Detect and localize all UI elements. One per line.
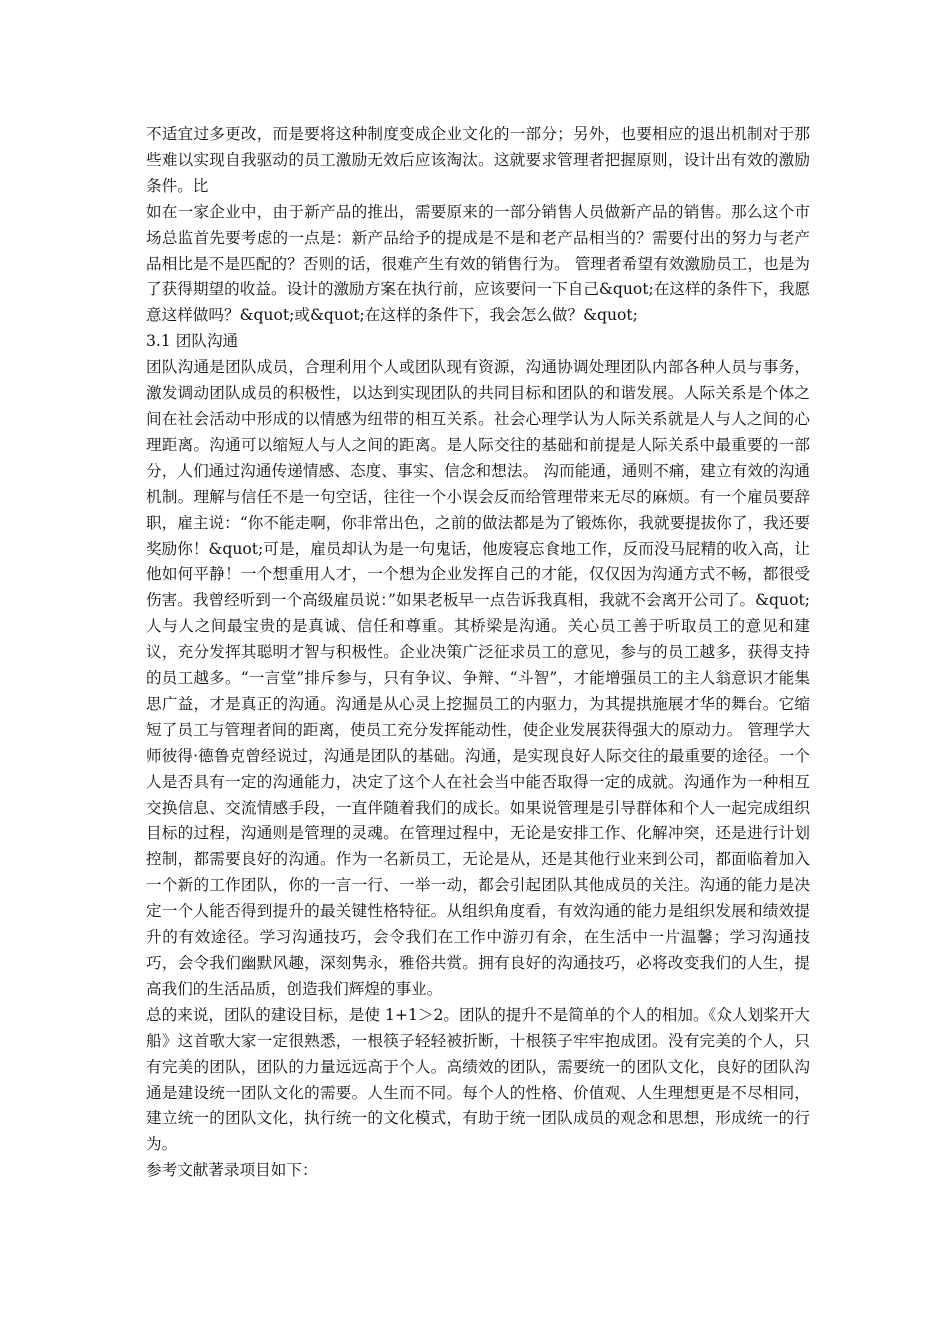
- paragraph-sales-example: 如在一家企业中，由于新产品的推出，需要原来的一部分销售人员做新产品的销售。那么这个市场总监首先要考虑的一点是：新产品给予的提成是不是和老产品相当的？需要付出的努力与老产品相比是不是匹配的？否则的话，很难产生有效的销售行为。 管理者希望有效激励员工，也是为了获得期望的收益。设计的激励方案在执行前，应该要问一下自己&quot;在这样的条件下，我愿意这样做吗？&quot;或&quot;在这样的条件下，我会怎么做？&quot;: [146, 202, 810, 325]
- section-heading-team-communication: 3.1 团队沟通: [146, 332, 239, 351]
- paragraph-incentive-principles: 不适宜过多更改，而是要将这种制度变成企业文化的一部分；另外，也要相应的退出机制对于那些难以实现自我驱动的员工激励无效后应该淘汰。这就要求管理者把握原则，设计出有效的激励条件。比: [146, 125, 810, 195]
- paragraph-references-intro: 参考文献著录项目如下：: [146, 1161, 318, 1180]
- paragraph-summary: 总的来说，团队的建设目标，是使 1+1＞2。团队的提升不是简单的个人的相加。《众人划桨开大船》这首歌大家一定很熟悉，一根筷子轻轻被折断，十根筷子牢牢抱成团。没有完美的个人，只有完美的团队，团队的力量远远高于个人。高绩效的团队，需要统一的团队文化，良好的团队沟通是建设统一团队文化的需要。人生而不同。每个人的性格、价值观、人生理想更是不尽相同，建立统一的团队文化，执行统一的文化模式，有助于统一团队成员的观念和思想，形成统一的行为。: [146, 1005, 810, 1154]
- document-body: [146, 122, 810, 1184]
- paragraph-team-communication: 团队沟通是团队成员，合理利用个人或团队现有资源，沟通协调处理团队内部各种人员与事务，激发调动团队成员的积极性，以达到实现团队的共同目标和团队的和谐发展。人际关系是个体之间在社会活动中形成的以情感为纽带的相互关系。社会心理学认为人际关系就是人与人之间的心理距离。沟通可以缩短人与人之间的距离。是人际交往的基础和前提是人际关系中最重要的一部分，人们通过沟通传递情感、态度、事实、信念和想法。 沟而能通，通则不痛，建立有效的沟通机制。理解与信任不是一句空话，往往一个小误会反而给管理带来无尽的麻烦。有一个雇员要辞职，雇主说：“你不能走啊，你非常出色，之前的做法都是为了锻炼你，我就要提拔你了，我还要奖励你！&quot;可是，雇员却认为是一句鬼话，他废寝忘食地工作，反而没马屁精的收入高，让他如何平静！一个想重用人才，一个想为企业发挥自己的才能，仅仅因为沟通方式不畅，都很受伤害。我曾经听到一个高级雇员说：”如果老板早一点告诉我真相，我就不会离开公司了。&quot; 人与人之间最宝贵的是真诚、信任和尊重。其桥梁是沟通。关心员工善于听取员工的意见和建议，充分发挥其聪明才智与积极性。企业决策广泛征求员工的意见，参与的员工越多，获得支持的员工越多。“一言堂”排斥参与，只有争议、争辩、“斗智”，才能增强员工的主人翁意识才能集思广益，才是真正的沟通。沟通是从心灵上挖掘员工的内驱力，为其提拱施展才华的舞台。它缩短了员工与管理者间的距离，使员工充分发挥能动性，使企业发展获得强大的原动力。 管理学大师彼得·德鲁克曾经说过，沟通是团队的基础。沟通，是实现良好人际交往的最重要的途径。一个人是否具有一定的沟通能力，决定了这个人在社会当中能否取得一定的成就。沟通作为一种相互交换信息、交流情感手段，一直伴随着我们的成长。如果说管理是引导群体和个人一起完成组织目标的过程，沟通则是管理的灵魂。在管理过程中，无论是安排工作、化解冲突，还是进行计划控制，都需要良好的沟通。作为一名新员工，无论是从，还是其他行业来到公司，都面临着加入一个新的工作团队，你的一言一行、一举一动，都会引起团队其他成员的关注。沟通的能力是决定一个人能否得到提升的最关键性格特征。从组织角度看，有效沟通的能力是组织发展和绩效提升的有效途径。学习沟通技巧，会令我们在工作中游刃有余，在生活中一片温馨；学习沟通技巧，会令我们幽默风趣，深刻隽永，雅俗共赏。拥有良好的沟通技巧，必将改变我们的人生，提高我们的生活品质，创造我们辉煌的事业。: [146, 358, 810, 998]
